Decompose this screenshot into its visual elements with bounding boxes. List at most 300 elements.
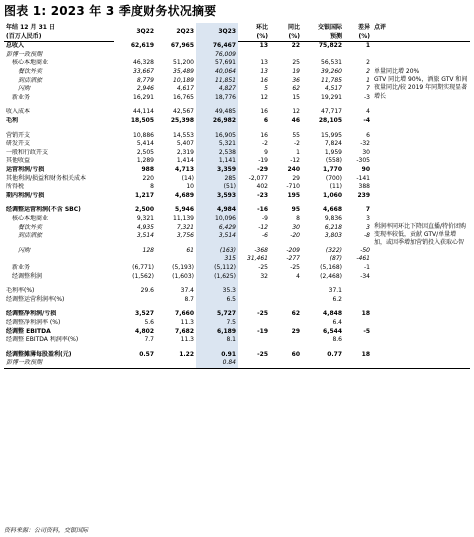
value-consensus: 39,260 bbox=[321, 68, 342, 76]
row-comment bbox=[372, 131, 470, 140]
row-label bbox=[4, 255, 114, 264]
value-3q22: 2,500 bbox=[135, 206, 154, 214]
value-qoq: 9 bbox=[264, 148, 268, 156]
figure-title: 图表 1: 2023 年 3 季度财务状况摘要 bbox=[4, 4, 217, 18]
value-consensus: 47,717 bbox=[321, 108, 342, 116]
value-yoy: 22 bbox=[291, 42, 300, 50]
value-3q22 bbox=[114, 255, 156, 264]
value-3q22: 33,667 bbox=[133, 68, 154, 76]
row-comment bbox=[372, 206, 470, 215]
value-3q23: 49,485 bbox=[196, 108, 238, 117]
value-3q22: 10,886 bbox=[133, 131, 154, 139]
value-qoq: -25 bbox=[257, 350, 268, 358]
table-row bbox=[4, 206, 470, 215]
header-label-line1: 年结 12 月 31 日 bbox=[6, 23, 56, 31]
value-diff: 6 bbox=[366, 131, 370, 139]
value-3q23: 2,538 bbox=[196, 149, 238, 158]
row-comment bbox=[372, 327, 470, 336]
value-diff: 3 bbox=[366, 223, 370, 231]
value-qoq: 16 bbox=[260, 131, 268, 139]
value-2q23: 5,946 bbox=[175, 206, 194, 214]
value-3q23: 0.91 bbox=[196, 350, 238, 359]
value-consensus: 4,668 bbox=[323, 206, 342, 214]
row-comment bbox=[372, 319, 470, 328]
value-3q22: 62,619 bbox=[130, 42, 154, 50]
value-qoq: -25 bbox=[258, 263, 268, 271]
value-diff: -4 bbox=[363, 117, 370, 125]
table-row bbox=[4, 310, 470, 319]
value-3q22: 4,802 bbox=[135, 327, 154, 335]
table-row bbox=[4, 336, 470, 345]
value-diff bbox=[344, 295, 372, 304]
value-yoy bbox=[270, 319, 302, 328]
value-yoy: -2 bbox=[294, 140, 300, 148]
value-2q23: 5,407 bbox=[176, 140, 194, 148]
value-3q23: 11,851 bbox=[196, 76, 238, 85]
value-qoq: -2,077 bbox=[248, 174, 268, 182]
value-2q23: 51,200 bbox=[173, 59, 194, 67]
value-consensus: 6.2 bbox=[332, 295, 342, 303]
row-label: 期内利润/亏损 bbox=[6, 191, 45, 199]
table-row bbox=[4, 76, 470, 85]
value-qoq bbox=[238, 319, 270, 328]
value-consensus: 0.77 bbox=[327, 350, 342, 358]
row-comment bbox=[372, 336, 470, 345]
value-3q23: (51) bbox=[196, 183, 238, 192]
value-diff: -461 bbox=[356, 255, 370, 263]
table-row bbox=[4, 131, 470, 140]
value-consensus: 9,836 bbox=[324, 214, 342, 222]
value-diff: 2 bbox=[366, 59, 370, 67]
value-yoy: 8 bbox=[296, 214, 300, 222]
value-yoy bbox=[270, 295, 302, 304]
value-3q23: 3,359 bbox=[196, 166, 238, 175]
row-label: 营销开支 bbox=[6, 131, 31, 139]
value-diff: -141 bbox=[356, 174, 370, 182]
value-2q23: 1,414 bbox=[176, 157, 194, 165]
row-label: 经调整净利润率 (%) bbox=[6, 318, 61, 326]
table-row bbox=[4, 215, 470, 224]
value-yoy: 60 bbox=[291, 350, 300, 358]
row-comment bbox=[372, 59, 470, 68]
value-consensus: (322) bbox=[325, 246, 342, 254]
value-diff: -3 bbox=[364, 93, 370, 101]
value-2q23: 4,713 bbox=[175, 166, 194, 174]
row-label: 闪购 bbox=[18, 246, 31, 254]
value-yoy: 25 bbox=[292, 59, 300, 67]
row-label: 餐饮外卖 bbox=[18, 223, 43, 231]
value-2q23: 14,553 bbox=[173, 131, 194, 139]
value-consensus: (11) bbox=[329, 183, 342, 191]
value-3q23: 4,984 bbox=[196, 206, 238, 215]
value-diff: -1 bbox=[364, 263, 370, 271]
row-label: 一般和行政开支 bbox=[6, 148, 49, 156]
value-yoy: 36 bbox=[292, 76, 300, 84]
value-3q23: (1,625) bbox=[196, 272, 238, 281]
value-yoy: 29 bbox=[292, 174, 300, 182]
value-consensus: 37.1 bbox=[328, 287, 342, 295]
table-row bbox=[4, 359, 470, 368]
row-label: 运营利润/亏损 bbox=[6, 166, 45, 174]
table-row bbox=[4, 42, 470, 51]
value-3q22: (6,771) bbox=[132, 263, 154, 271]
value-yoy bbox=[270, 51, 302, 60]
value-diff: -8 bbox=[364, 232, 370, 240]
source-note: 资料来源：公司资料，交银国际 bbox=[4, 527, 89, 534]
value-yoy: 4 bbox=[296, 272, 300, 280]
value-3q23: 76,009 bbox=[196, 51, 238, 60]
value-2q23: 25,398 bbox=[170, 117, 194, 125]
header-diff: 差异 bbox=[357, 23, 370, 31]
table-row bbox=[4, 108, 470, 117]
table-row bbox=[4, 85, 470, 94]
table-row bbox=[4, 255, 470, 264]
value-3q22: 8,779 bbox=[136, 76, 154, 84]
value-consensus: 8.6 bbox=[332, 336, 342, 344]
value-2q23: 35,489 bbox=[173, 68, 194, 76]
value-3q23: 8.1 bbox=[196, 336, 238, 345]
row-label: 经调整 EBITDA bbox=[6, 327, 51, 335]
value-3q23: 285 bbox=[196, 174, 238, 183]
row-label: 到店酒旅 bbox=[18, 232, 43, 240]
value-qoq: 5 bbox=[264, 85, 268, 93]
value-2q23: 11.3 bbox=[180, 318, 194, 326]
value-3q22: 2,946 bbox=[136, 85, 154, 93]
row-label: 经调整摊薄每股盈利(元) bbox=[6, 350, 72, 358]
value-qoq: 16 bbox=[260, 108, 268, 116]
table-row bbox=[4, 327, 470, 336]
value-2q23 bbox=[156, 51, 196, 60]
value-yoy: 12 bbox=[292, 108, 300, 116]
table-row bbox=[4, 192, 470, 201]
value-3q23: 6,429 bbox=[196, 223, 238, 232]
value-3q22: 7.7 bbox=[144, 336, 154, 344]
value-yoy: -25 bbox=[290, 263, 300, 271]
row-label: 经调整运营利润(不含 SBC) bbox=[6, 206, 81, 214]
row-comment bbox=[372, 310, 470, 319]
row-comment bbox=[372, 174, 470, 183]
table-row bbox=[4, 246, 470, 255]
row-comment bbox=[372, 350, 470, 359]
value-qoq: -2 bbox=[262, 140, 268, 148]
value-yoy: 195 bbox=[287, 191, 300, 199]
value-qoq: -23 bbox=[257, 191, 268, 199]
value-3q22: 1,289 bbox=[136, 157, 154, 165]
header-diff-unit: (%) bbox=[344, 32, 372, 42]
value-qoq: -368 bbox=[254, 246, 268, 254]
value-3q22: 3,514 bbox=[136, 232, 154, 240]
row-comment bbox=[372, 255, 470, 264]
value-consensus: 1,060 bbox=[323, 191, 342, 199]
value-consensus: (87) bbox=[329, 255, 342, 263]
value-consensus: (2,468) bbox=[320, 272, 342, 280]
row-comment bbox=[372, 42, 470, 51]
table-row bbox=[4, 183, 470, 192]
value-qoq: -9 bbox=[262, 214, 268, 222]
value-qoq: -12 bbox=[258, 223, 268, 231]
value-3q23: 76,467 bbox=[196, 42, 238, 51]
table-row bbox=[4, 295, 470, 304]
value-3q22: 18,505 bbox=[130, 117, 154, 125]
financial-summary-table bbox=[4, 23, 470, 369]
value-3q22: 988 bbox=[141, 166, 154, 174]
value-yoy: -12 bbox=[290, 157, 300, 165]
value-consensus: 6,218 bbox=[324, 223, 342, 231]
table-row bbox=[4, 350, 470, 359]
header-3q23: 3Q23 bbox=[196, 23, 238, 42]
row-label: 毛利 bbox=[6, 117, 19, 125]
value-yoy: 1 bbox=[296, 148, 300, 156]
value-diff bbox=[344, 51, 372, 60]
value-3q22: 46,328 bbox=[133, 59, 154, 67]
value-diff bbox=[344, 319, 372, 328]
row-comment bbox=[372, 85, 470, 94]
row-comment bbox=[372, 223, 470, 247]
value-3q22: 44,114 bbox=[133, 108, 154, 116]
value-yoy: 240 bbox=[287, 166, 300, 174]
value-2q23: 10,189 bbox=[173, 76, 194, 84]
value-consensus: 19,291 bbox=[321, 93, 342, 101]
value-yoy: 62 bbox=[292, 85, 300, 93]
value-3q22: 29.6 bbox=[140, 287, 154, 295]
header-consensus-line2: 预测 bbox=[302, 32, 344, 42]
value-diff: -305 bbox=[356, 157, 370, 165]
row-label: 经调整 EBITDA 利润率(%) bbox=[6, 336, 79, 344]
value-qoq: 13 bbox=[260, 68, 268, 76]
value-3q23: 7.5 bbox=[196, 319, 238, 328]
value-consensus bbox=[302, 359, 344, 368]
table-row bbox=[4, 94, 470, 103]
value-2q23: 3,756 bbox=[176, 232, 194, 240]
comment-text: 利润率同环比下降因直播/特价团购变现率较低，贡献 GTV/单量增加，或因季增加营销投入获取心智 bbox=[374, 223, 467, 247]
value-3q22: 8 bbox=[150, 183, 154, 191]
value-2q23: (5,193) bbox=[172, 263, 194, 271]
value-3q23: 3,593 bbox=[196, 192, 238, 201]
value-yoy: 19 bbox=[292, 68, 300, 76]
value-yoy: 55 bbox=[292, 131, 300, 139]
value-3q22 bbox=[114, 295, 156, 304]
value-3q23: 40,064 bbox=[196, 68, 238, 77]
value-qoq: 32 bbox=[260, 272, 268, 280]
value-qoq: 16 bbox=[260, 76, 268, 84]
value-2q23: (14) bbox=[181, 174, 194, 182]
value-3q23: 6.5 bbox=[196, 295, 238, 304]
value-3q23: 57,691 bbox=[196, 59, 238, 68]
header-consensus: 交银国际 bbox=[317, 23, 342, 31]
row-label: 经调整净利润/亏损 bbox=[6, 310, 57, 318]
value-3q22: 4,935 bbox=[136, 223, 154, 231]
row-label: 经调整利润 bbox=[12, 272, 43, 280]
value-qoq bbox=[238, 51, 270, 60]
table-row bbox=[4, 59, 470, 68]
value-2q23: 2,319 bbox=[176, 148, 194, 156]
row-label: 彭博一致预期 bbox=[6, 50, 43, 58]
value-2q23: 8.7 bbox=[184, 295, 194, 303]
table-row bbox=[4, 223, 470, 232]
value-qoq: -19 bbox=[257, 327, 268, 335]
header-yoy: 同比 bbox=[287, 23, 300, 31]
row-label: 收入成本 bbox=[6, 108, 31, 116]
row-label: 其他利润/损益和财务相关成本 bbox=[6, 174, 87, 182]
header-yoy-unit: (%) bbox=[270, 32, 302, 42]
value-2q23: 67,965 bbox=[170, 42, 194, 50]
value-3q22: 5.6 bbox=[144, 318, 154, 326]
value-diff: 239 bbox=[357, 191, 370, 199]
row-comment bbox=[372, 157, 470, 166]
value-yoy: -20 bbox=[290, 232, 300, 240]
value-3q23: 3,514 bbox=[196, 232, 238, 241]
value-consensus: (558) bbox=[325, 157, 342, 165]
table-row bbox=[4, 272, 470, 281]
row-comment bbox=[372, 232, 470, 241]
row-comment bbox=[372, 264, 470, 273]
value-qoq: 31,461 bbox=[247, 255, 268, 263]
header-3q22: 3Q22 bbox=[136, 28, 154, 36]
value-diff: -5 bbox=[363, 327, 370, 335]
row-comment bbox=[372, 295, 470, 304]
row-comment bbox=[372, 272, 470, 281]
row-comment bbox=[372, 117, 470, 126]
row-comment bbox=[372, 183, 470, 192]
value-3q23: 18,776 bbox=[196, 94, 238, 103]
value-2q23: 1.22 bbox=[179, 350, 194, 358]
value-2q23: 61 bbox=[186, 246, 194, 254]
value-2q23: 11,139 bbox=[173, 214, 194, 222]
row-label: 新业务 bbox=[12, 93, 31, 101]
value-3q23: 16,905 bbox=[196, 131, 238, 140]
value-2q23: 7,660 bbox=[175, 310, 194, 318]
value-3q22: 9,321 bbox=[136, 214, 154, 222]
value-3q23: 5,321 bbox=[196, 140, 238, 149]
value-qoq: -25 bbox=[257, 310, 268, 318]
value-consensus: 15,995 bbox=[321, 131, 342, 139]
value-2q23: 7,682 bbox=[175, 327, 194, 335]
row-label: 核心本地商业 bbox=[12, 214, 49, 222]
row-label: 经调整运营利润率(%) bbox=[6, 295, 65, 303]
header-row-1 bbox=[4, 23, 470, 32]
value-qoq: -19 bbox=[258, 157, 268, 165]
table-row bbox=[4, 166, 470, 175]
value-qoq: -16 bbox=[257, 206, 268, 214]
value-qoq bbox=[238, 287, 270, 296]
value-consensus: 11,785 bbox=[321, 76, 342, 84]
value-consensus: 1,770 bbox=[323, 166, 342, 174]
value-2q23 bbox=[156, 255, 196, 264]
value-diff: 2 bbox=[366, 68, 370, 76]
value-consensus: (5,168) bbox=[320, 263, 342, 271]
value-qoq: 402 bbox=[256, 183, 268, 191]
value-yoy: 15 bbox=[292, 93, 300, 101]
row-comment bbox=[372, 76, 470, 100]
value-yoy bbox=[270, 287, 302, 296]
value-consensus: 28,105 bbox=[318, 117, 342, 125]
value-diff: 30 bbox=[362, 148, 370, 156]
value-3q22: 16,291 bbox=[133, 93, 154, 101]
value-diff: 388 bbox=[358, 183, 370, 191]
value-consensus: 1,959 bbox=[324, 148, 342, 156]
value-yoy bbox=[270, 359, 302, 368]
row-label: 到店酒旅 bbox=[18, 76, 43, 84]
value-diff: -50 bbox=[360, 246, 370, 254]
value-consensus bbox=[302, 51, 344, 60]
value-diff bbox=[344, 336, 372, 345]
table-row bbox=[4, 157, 470, 166]
header-qoq-unit: (%) bbox=[238, 32, 270, 42]
value-3q23: 315 bbox=[196, 255, 238, 264]
value-3q22 bbox=[114, 51, 156, 60]
value-qoq: 13 bbox=[259, 42, 268, 50]
value-2q23: 4,689 bbox=[175, 191, 194, 199]
value-diff: 7 bbox=[366, 85, 370, 93]
value-diff: 1 bbox=[365, 42, 370, 50]
value-3q23: 5,727 bbox=[196, 310, 238, 319]
row-comment bbox=[372, 246, 470, 255]
value-3q22: 2,505 bbox=[136, 148, 154, 156]
value-3q23: (163) bbox=[196, 246, 238, 255]
value-3q22: 128 bbox=[142, 246, 154, 254]
value-diff: -32 bbox=[360, 140, 370, 148]
value-3q23: 1,141 bbox=[196, 157, 238, 166]
row-label: 总收入 bbox=[6, 42, 25, 50]
value-2q23: 37.4 bbox=[180, 287, 194, 295]
value-3q22 bbox=[114, 359, 156, 368]
row-comment bbox=[372, 359, 470, 368]
value-qoq: 13 bbox=[260, 59, 268, 67]
value-2q23: 4,617 bbox=[176, 85, 194, 93]
value-3q23: 35.3 bbox=[196, 287, 238, 296]
table-row bbox=[4, 174, 470, 183]
row-comment bbox=[372, 192, 470, 201]
value-yoy: 29 bbox=[291, 327, 300, 335]
value-diff: 3 bbox=[366, 214, 370, 222]
row-label: 餐饮外卖 bbox=[18, 68, 43, 76]
value-3q22: 3,527 bbox=[135, 310, 154, 318]
value-3q23: 0.84 bbox=[196, 359, 238, 368]
row-comment bbox=[372, 94, 470, 103]
value-consensus: 3,803 bbox=[324, 232, 342, 240]
table-row bbox=[4, 287, 470, 296]
row-label: 所得税 bbox=[6, 183, 25, 191]
row-comment bbox=[372, 166, 470, 175]
value-2q23: 7,321 bbox=[176, 223, 194, 231]
row-label: 其他收益 bbox=[6, 157, 31, 165]
table-row bbox=[4, 117, 470, 126]
value-consensus: 56,531 bbox=[321, 59, 342, 67]
value-diff bbox=[344, 287, 372, 296]
value-3q22: 1,217 bbox=[135, 191, 154, 199]
value-2q23: (1,603) bbox=[172, 272, 194, 280]
value-qoq: 12 bbox=[260, 93, 268, 101]
value-diff: 90 bbox=[361, 166, 370, 174]
row-comment bbox=[372, 149, 470, 158]
header-qoq: 环比 bbox=[255, 23, 268, 31]
value-consensus: (700) bbox=[325, 174, 342, 182]
table-row bbox=[4, 319, 470, 328]
value-diff: 1 bbox=[366, 76, 370, 84]
value-qoq: -29 bbox=[257, 166, 268, 174]
value-yoy: -277 bbox=[286, 255, 300, 263]
value-diff: 7 bbox=[365, 206, 370, 214]
row-label: 毛利率(%) bbox=[6, 287, 35, 295]
value-2q23: 11.3 bbox=[180, 336, 194, 344]
row-comment bbox=[372, 215, 470, 224]
row-label: 彭博一致预期 bbox=[4, 359, 114, 368]
value-qoq bbox=[238, 295, 270, 304]
row-comment: 单量同比增 20% bbox=[374, 68, 420, 76]
row-comment bbox=[372, 51, 470, 60]
row-comment bbox=[372, 287, 470, 296]
value-diff: 18 bbox=[361, 310, 370, 318]
